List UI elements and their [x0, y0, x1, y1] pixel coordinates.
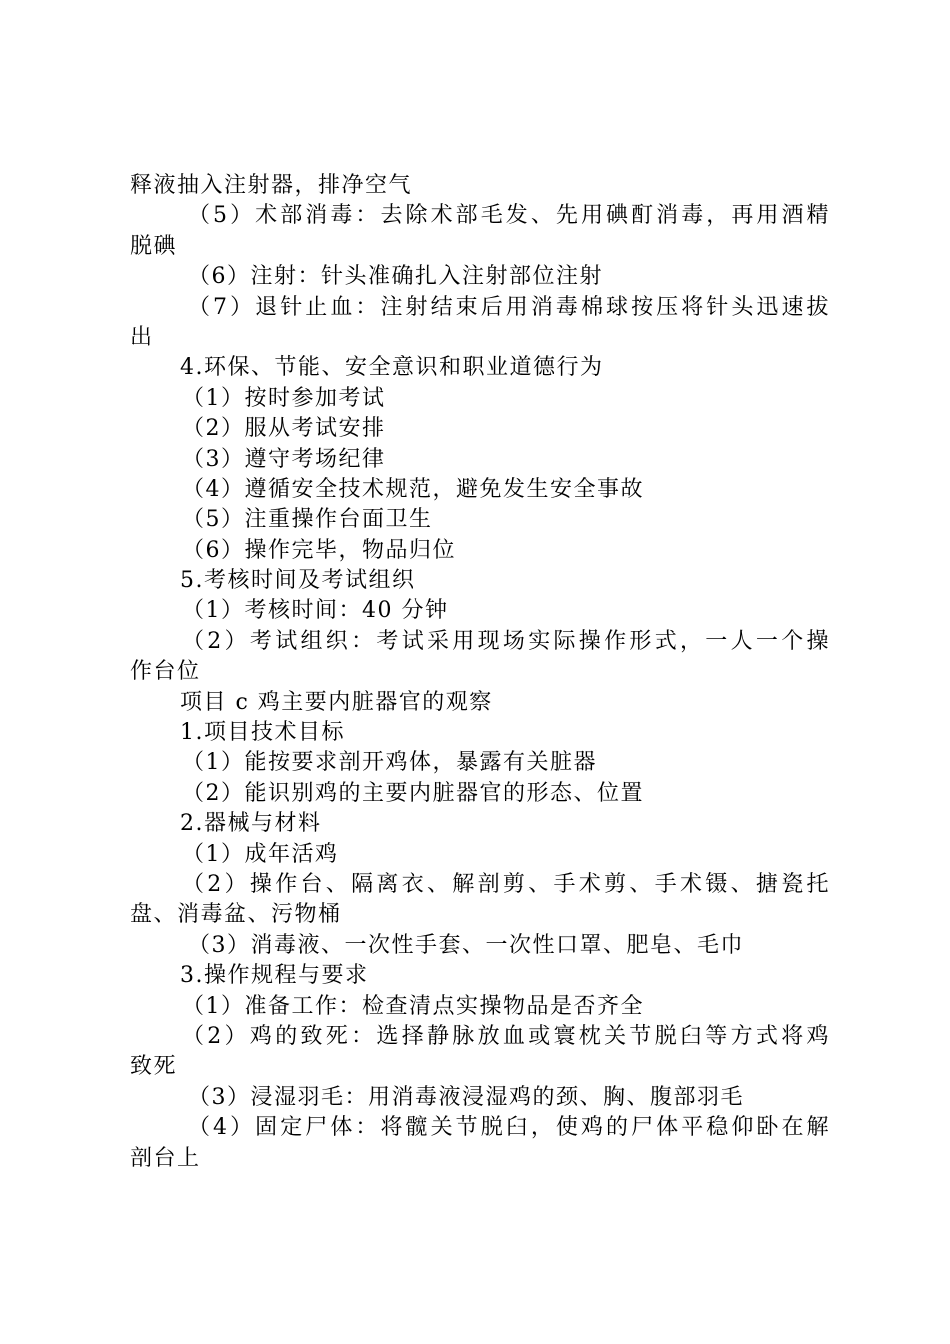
text-line: （5）术部消毒：去除术部毛发、先用碘酊消毒，再用酒精	[188, 203, 830, 229]
text-line: （6）操作完毕，物品归位	[182, 537, 456, 563]
text-line: （4）固定尸体：将髋关节脱臼，使鸡的尸体平稳仰卧在解	[188, 1115, 830, 1141]
text-line: （1）能按要求剖开鸡体，暴露有关脏器	[182, 750, 597, 776]
text-line: 1.项目技术目标	[180, 720, 345, 746]
text-line: 脱碘	[130, 233, 178, 259]
text-line: （3）浸湿羽毛：用消毒液浸湿鸡的颈、胸、腹部羽毛	[188, 1084, 744, 1110]
text-line: 3.操作规程与要求	[180, 963, 369, 989]
text-line: （7）退针止血：注射结束后用消毒棉球按压将针头迅速拔	[188, 294, 830, 320]
text-line: 作台位	[130, 659, 201, 685]
text-line: 剖台上	[130, 1145, 201, 1171]
text-line: 2.器械与材料	[180, 811, 322, 837]
text-line: （2）操作台、隔离衣、解剖剪、手术剪、手术镊、搪瓷托	[182, 871, 830, 897]
text-line: （6）注射：针头准确扎入注射部位注射	[188, 264, 603, 290]
text-line: （2）能识别鸡的主要内脏器官的形态、位置	[182, 780, 644, 806]
document-body	[130, 171, 830, 1174]
text-line: （3）遵守考场纪律	[182, 446, 386, 472]
text-line: （2）服从考试安排	[182, 416, 386, 442]
text-line: （4）遵循安全技术规范，避免发生安全事故	[182, 476, 644, 502]
text-line: 出	[130, 324, 154, 350]
text-line: （1）成年活鸡	[182, 841, 339, 867]
text-line: （3）消毒液、一次性手套、一次性口罩、肥皂、毛巾	[188, 932, 744, 958]
text-line: （2）鸡的致死：选择静脉放血或寰枕关节脱臼等方式将鸡	[182, 1023, 830, 1049]
text-line: 4.环保、节能、安全意识和职业道德行为	[180, 355, 604, 381]
text-line: 盘、消毒盆、污物桶	[130, 902, 342, 928]
text-line: （1）准备工作：检查清点实操物品是否齐全	[182, 993, 644, 1019]
text-line: （1）按时参加考试	[182, 385, 386, 411]
text-line: （2）考试组织：考试采用现场实际操作形式，一人一个操	[182, 628, 830, 654]
text-line: （5）注重操作台面卫生	[182, 507, 433, 533]
text-line: 释液抽入注射器，排净空气	[130, 173, 413, 198]
text-line: 项目 c 鸡主要内脏器官的观察	[180, 689, 493, 715]
text-line: （1）考核时间：40 分钟	[182, 598, 449, 624]
text-line: 5.考核时间及考试组织	[180, 568, 416, 594]
text-line: 致死	[130, 1054, 178, 1080]
